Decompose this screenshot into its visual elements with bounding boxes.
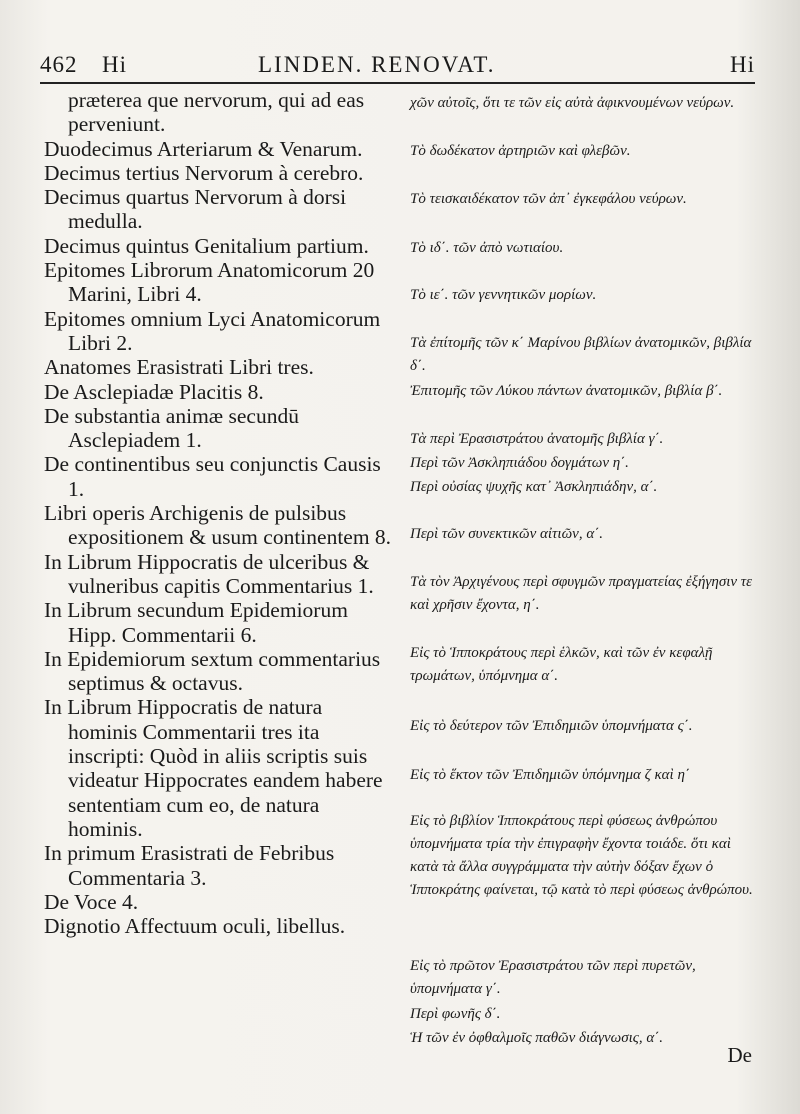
greek-entry: Ἡ τῶν ἐν ὀφθαλμοῖς παθῶν διάγνωσις, α΄. [410,1030,664,1046]
latin-entry: In Librum Hippocratis de ulceribus & vulneribus capitis Commentarius 1. [44,549,374,598]
latin-entry: De Voce 4. [44,889,139,914]
latin-entry: De continentibus seu conjunctis Causis 1. [44,452,381,501]
greek-entry: Ἐπιτομῆς τῶν Λύκου πάντων ἀνατομικῶν, βιβλία β΄. [410,383,723,399]
header-rule [40,82,755,84]
greek-entry: Εἰς τὸ ἕκτον τῶν Ἐπιδημιῶν ὑπόμνημα ζ καὶ η΄ [410,767,690,783]
greek-entry: Εἰς τὸ βιβλίον Ἱπποκράτους περὶ φύσεως ἀνθρώπου ὑπομνήματα τρία τὴν ἐπιγραφὴν ἔχοντα τοιάδε. ὅτι καὶ κατὰ τὰ ἄλλα συγγράμματα τὴν αὐτὴν δόξαν ἔχων ὁ Ἱπποκράτης φαίνεται, τῷ κατὰ τὸ περὶ φύσεως ἀνθρώπου. [410,813,753,898]
latin-entry: In primum Erasistrati de Febribus Commentaria 3. [44,841,335,890]
greek-entry: Εἰς τὸ Ἱπποκράτους περὶ ἑλκῶν, καὶ τῶν ἐν κεφαλῇ τρωμάτων, ὑπόμνημα α΄. [410,645,713,684]
page-number: 462 [40,52,78,77]
greek-entry: Εἰς τὸ δεύτερον τῶν Ἐπιδημιῶν ὑπομνήματα ς΄. [410,718,693,734]
latin-entry: In Librum Hippocratis de natura hominis Commentarii tres ita inscripti: Quòd in aliis scriptis suis videatur Hippocrates eandem habere sententiam cum eo, de natura hominis. [44,695,383,841]
header-abbr-right: Hi [730,52,755,77]
latin-entry: Decimus tertius Nervorum à cerebro. [44,160,364,185]
latin-entry: De Asclepiadæ Placitis 8. [44,379,264,404]
greek-entry: Τὰ περὶ Ἐρασιστράτου ἀνατομῆς βιβλία γ΄. [410,431,664,447]
latin-entry: De substantia animæ secundū Asclepiadem 1. [44,403,299,453]
latin-entry: Epitomes omnium Lyci Anatomicorum Libri 2. [44,306,381,355]
latin-entry: In Epidemiorum sextum commentarius septimus & octavus. [44,646,381,696]
latin-entry: Libri operis Archigenis de pulsibus expositionem & usum continentem 8. [44,501,392,550]
latin-entry: Epitomes Librorum Anatomicorum 20 Marini, Libri 4. [44,258,375,307]
greek-entry: χῶν αὐτοῖς, ὅτι τε τῶν εἰς αὐτὰ ἀφικνουμένων νεύρων. [410,95,735,111]
greek-entry: Τὰ τὸν Ἀρχιγένους περὶ σφυγμῶν πραγματείας ἐξήγησιν τε καὶ χρῆσιν ἔχοντα, η΄. [410,574,753,613]
latin-entry: præterea que nervorum, qui ad eas perveniunt. [68,88,365,137]
latin-entry: Anatomes Erasistrati Libri tres. [44,355,314,380]
running-header [40,48,755,84]
greek-entry: Τὰ ἐπίτομῆς τῶν κ΄ Μαρίνου βιβλίων ἀνατομικῶν, βιβλία δ΄. [410,335,752,374]
greek-entry: Περὶ οὐσίας ψυχῆς κατ᾽ Ἀσκληπιάδην, α΄. [410,479,658,495]
greek-entry: Τὸ δωδέκατον ἀρτηριῶν καὶ φλεβῶν. [410,143,631,159]
latin-entry: Dignotio Affectuum oculi, libellus. [44,914,346,939]
greek-entry: Περὶ τῶν Ἀσκληπιάδου δογμάτων η΄. [410,455,629,471]
latin-entry: Duodecimus Arteriarum & Venarum. [44,136,363,161]
latin-column [44,88,394,938]
latin-entry: Decimus quintus Genitalium partium. [44,233,369,258]
latin-entry: In Librum secundum Epidemiorum Hipp. Commentarii 6. [44,598,348,647]
greek-entry: Τὸ τεισκαιδέκατον τῶν ἀπ᾽ ἐγκεφάλου νεύρων. [410,191,687,207]
latin-entry: Decimus quartus Nervorum à dorsi medulla. [44,185,347,234]
running-title: LINDEN. RENOVAT. [258,52,496,77]
greek-entry: Περὶ τῶν συνεκτικῶν αἰτιῶν, α΄. [410,526,603,542]
greek-entry: Τὸ ιε΄. τῶν γεννητικῶν μορίων. [410,287,597,303]
header-abbr-left: Hi [102,52,127,77]
greek-entry: Εἰς τὸ πρῶτον Ἐρασιστράτου τῶν περὶ πυρετῶν, ὑπομνήματα γ΄. [410,958,696,997]
catchword: De [727,1043,752,1067]
greek-entry: Περὶ φωνῆς δ΄. [410,1006,501,1022]
greek-entry: Τὸ ιδ΄. τῶν ἀπὸ νωτιαίου. [410,240,564,256]
